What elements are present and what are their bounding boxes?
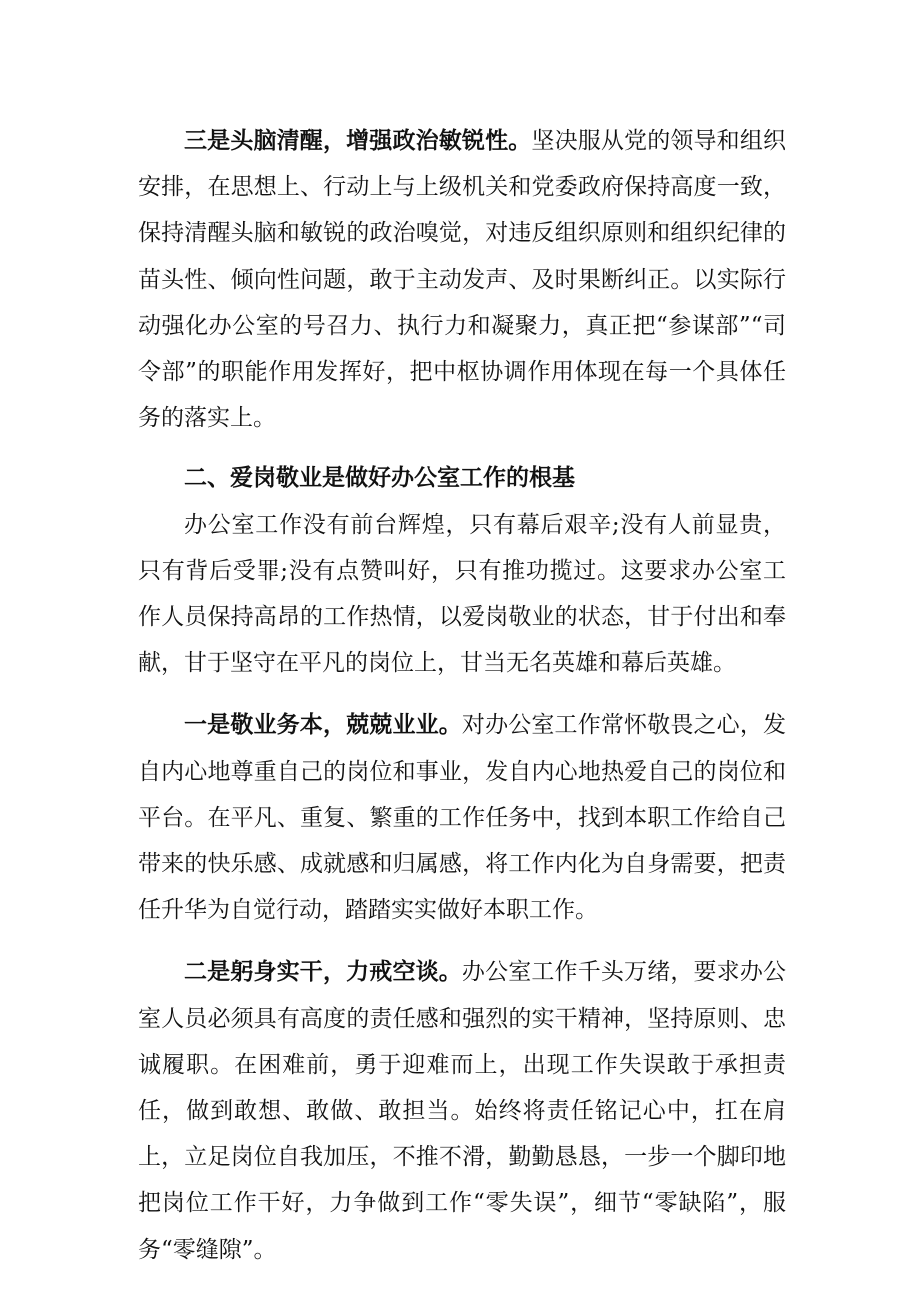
paragraph-text: 坚决服从党的领导和组织安排，在思想上、行动上与上级机关和党委政府保持高度一致，保持清醒头脑和敏锐的政治嗅觉，对违反组织原则和组织纪律的苗头性、倾向性问题，敢于主动发声、及时果断纠正。以实际行动强化办公室的号召力、执行力和凝聚力，真正把“参谋部”“司令部”的职能作用发挥好，把中枢协调作用体现在每一个具体任务的落实上。 bbox=[138, 128, 787, 432]
paragraph-text: 对办公室工作常怀敬畏之心，发自内心地尊重自己的岗位和事业，发自内心地热爱自己的岗位和平台。在平凡、重复、繁重的工作任务中，找到本职工作给自己带来的快乐感、成就感和归属感，将工作内化为自身需要，把责任升华为自觉行动，踏踏实实做好本职工作。 bbox=[138, 712, 787, 924]
paragraph-lead: 三是头脑清醒，增强政治敏锐性。 bbox=[184, 128, 532, 154]
paragraph-text: 办公室工作千头万绪，要求办公室人员必须具有高度的责任感和强烈的实干精神，坚持原则、忠诚履职。在困难前，勇于迎难而上，出现工作失误敢于承担责任，做到敢想、敢做、敢担当。始终将责任铭记心中，扛在肩上，立足岗位自我加压，不推不滑，勤勤恳恳，一步一个脚印地把岗位工作干好，力争做到工作“零失误”，细节“零缺陷”，服务“零缝隙”。 bbox=[138, 959, 787, 1263]
document-body bbox=[138, 118, 786, 1273]
section-heading: 二、爱岗敬业是做好办公室工作的根基 bbox=[184, 465, 575, 492]
paragraph-point-three bbox=[138, 118, 786, 441]
paragraph-point-one bbox=[138, 702, 786, 933]
paragraph-lead: 二是躬身实干，力戒空谈。 bbox=[184, 959, 462, 986]
paragraph-lead: 一是敬业务本，兢兢业业。 bbox=[184, 712, 462, 739]
paragraph-point-two bbox=[138, 949, 786, 1272]
section-intro-paragraph: 办公室工作没有前台辉煌，只有幕后艰辛;没有人前显贵，只有背后受罪;没有点赞叫好，只有推功揽过。这要求办公室工作人员保持高昂的工作热情，以爱岗敬业的状态，甘于付出和奉献，甘于坚守在平凡的岗位上，甘当无名英雄和幕后英雄。 bbox=[138, 511, 786, 677]
